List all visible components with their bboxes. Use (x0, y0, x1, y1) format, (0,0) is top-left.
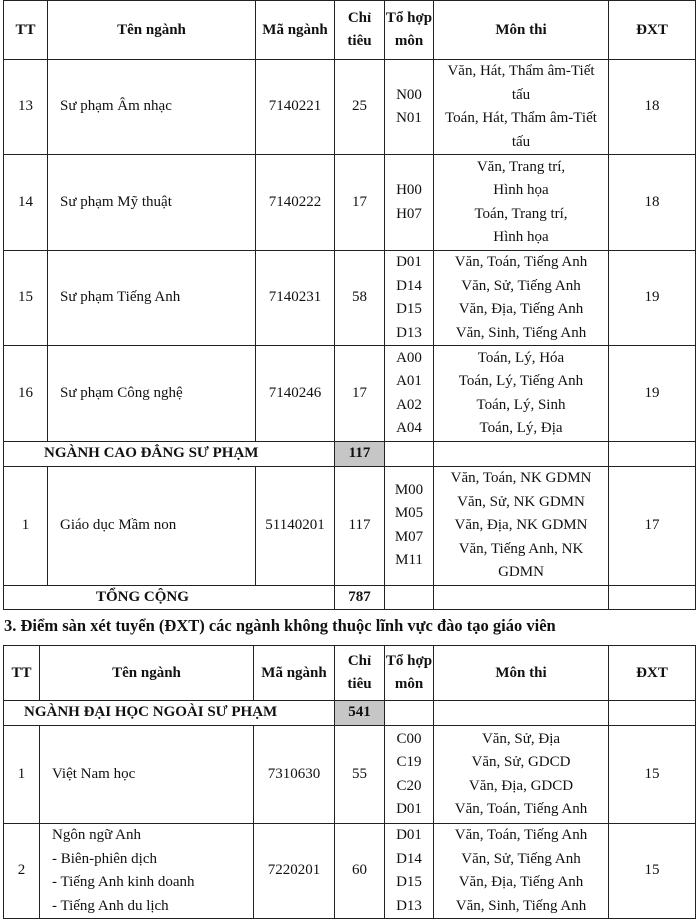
col-score-header: ĐXT (609, 1, 696, 60)
header-row (4, 646, 696, 701)
section-label: NGÀNH CAO ĐẲNG SƯ PHẠM (4, 442, 335, 467)
row-tt: 1 (4, 726, 40, 824)
table-row (4, 60, 696, 155)
row-name: Sư phạm Tiếng Anh (48, 251, 256, 346)
row-code: 7310630 (254, 726, 335, 824)
table-row (4, 467, 696, 586)
row-tt: 13 (4, 60, 48, 155)
section-3-heading: 3. Điểm sàn xét tuyển (ĐXT) các ngành không thuộc lĩnh vực đào tạo giáo viên (4, 616, 556, 635)
row-subjects: Văn, Toán, Tiếng Anh Văn, Sử, Tiếng Anh Văn, Địa, Tiếng Anh Văn, Sinh, Tiếng Anh (434, 824, 609, 919)
row-code: 7220201 (254, 824, 335, 919)
row-score: 19 (609, 346, 696, 442)
row-score: 18 (609, 60, 696, 155)
row-subjects: Văn, Toán, NK GDMN Văn, Sử, NK GDMN Văn, Địa, NK GDMN Văn, Tiếng Anh, NK GDMN (434, 467, 609, 586)
header-row (4, 1, 696, 60)
row-subjects: Văn, Toán, Tiếng Anh Văn, Sử, Tiếng Anh Văn, Địa, Tiếng Anh Văn, Sinh, Tiếng Anh (434, 251, 609, 346)
row-name: Sư phạm Mỹ thuật (48, 155, 256, 251)
col-subjects-header: Môn thi (434, 1, 609, 60)
row-subjects: Văn, Sử, Địa Văn, Sử, GDCD Văn, Địa, GDCD Văn, Toán, Tiếng Anh (434, 726, 609, 824)
row-combos: D01 D14 D15 D13 (385, 824, 434, 919)
row-combos: D01 D14 D15 D13 (385, 251, 434, 346)
row-quota: 60 (335, 824, 385, 919)
row-subjects: Văn, Hát, Thẩm âm-Tiết tấu Toán, Hát, Thẩm âm-Tiết tấu (434, 60, 609, 155)
table-row (4, 346, 696, 442)
row-tt: 15 (4, 251, 48, 346)
section-row-university (4, 701, 696, 726)
row-quota: 58 (335, 251, 385, 346)
table-row (4, 155, 696, 251)
col-code-header: Mã ngành (254, 646, 335, 701)
row-code: 7140246 (256, 346, 335, 442)
col-quota-header: Chỉ tiêu (335, 646, 385, 701)
col-code-header: Mã ngành (256, 1, 335, 60)
row-combos: A00 A01 A02 A04 (385, 346, 434, 442)
row-combos: H00 H07 (385, 155, 434, 251)
row-name: Việt Nam học (40, 726, 254, 824)
col-tt-header: TT (4, 646, 40, 701)
col-quota-header: Chỉ tiêu (335, 1, 385, 60)
col-subjects-header: Môn thi (434, 646, 609, 701)
row-quota: 117 (335, 467, 385, 586)
table-row (4, 726, 696, 824)
row-name: Giáo dục Mầm non (48, 467, 256, 586)
row-name: Ngôn ngữ Anh - Biên-phiên dịch - Tiếng Anh kinh doanh - Tiếng Anh du lịch (40, 824, 254, 919)
row-combos: N00 N01 (385, 60, 434, 155)
row-quota: 17 (335, 346, 385, 442)
row-code: 51140201 (256, 467, 335, 586)
row-quota: 55 (335, 726, 385, 824)
col-combo-header: Tổ hợp môn (385, 646, 434, 701)
row-code: 7140231 (256, 251, 335, 346)
row-score: 18 (609, 155, 696, 251)
row-subjects: Toán, Lý, Hóa Toán, Lý, Tiếng Anh Toán, Lý, Sinh Toán, Lý, Địa (434, 346, 609, 442)
col-combo-header: Tổ hợp môn (385, 1, 434, 60)
row-tt: 14 (4, 155, 48, 251)
grand-total-label: TỔNG CỘNG (4, 585, 335, 610)
admission-table-teacher-training (3, 0, 696, 610)
row-combos: C00 C19 C20 D01 (385, 726, 434, 824)
row-score: 15 (609, 726, 696, 824)
section-label: NGÀNH ĐẠI HỌC NGOÀI SƯ PHẠM (4, 701, 335, 726)
col-name-header: Tên ngành (40, 646, 254, 701)
grand-total-value: 787 (335, 585, 385, 610)
row-tt: 2 (4, 824, 40, 919)
row-tt: 1 (4, 467, 48, 586)
col-score-header: ĐXT (609, 646, 696, 701)
row-code: 7140221 (256, 60, 335, 155)
col-name-header: Tên ngành (48, 1, 256, 60)
section-total: 541 (335, 701, 385, 726)
row-quota: 25 (335, 60, 385, 155)
row-score: 17 (609, 467, 696, 586)
row-subjects: Văn, Trang trí, Hình họa Toán, Trang trí, Hình họa (434, 155, 609, 251)
admission-table-non-teacher (3, 645, 696, 919)
table-row (4, 824, 696, 919)
row-name: Sư phạm Công nghệ (48, 346, 256, 442)
section-row-college (4, 442, 696, 467)
row-combos: M00 M05 M07 M11 (385, 467, 434, 586)
col-tt-header: TT (4, 1, 48, 60)
row-score: 15 (609, 824, 696, 919)
section-total: 117 (335, 442, 385, 467)
row-quota: 17 (335, 155, 385, 251)
row-code: 7140222 (256, 155, 335, 251)
row-name: Sư phạm Âm nhạc (48, 60, 256, 155)
grand-total-row (4, 585, 696, 610)
row-score: 19 (609, 251, 696, 346)
table-row (4, 251, 696, 346)
row-tt: 16 (4, 346, 48, 442)
